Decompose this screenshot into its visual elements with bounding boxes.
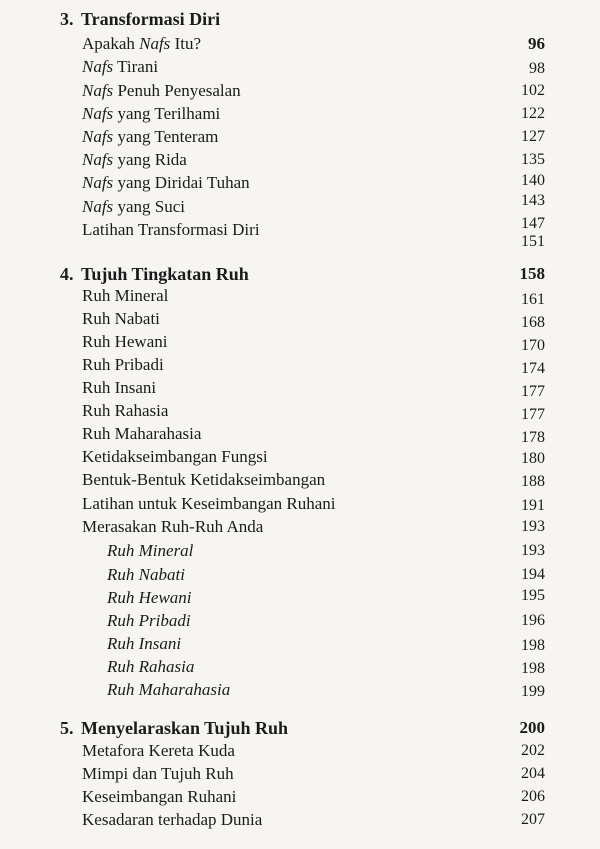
chapter-page: 158 (519, 264, 545, 283)
toc-entry-page: 122 (521, 105, 545, 122)
toc-entry-page: 161 (521, 291, 545, 308)
toc-entry-label: Bentuk-Bentuk Ketidakseimbangan (82, 470, 326, 489)
toc-entry (0, 149, 600, 171)
toc-entry (0, 56, 600, 78)
toc-entry (0, 331, 600, 353)
toc-subentry-page: 193 (521, 542, 545, 559)
toc-entry-label: Ruh Rahasia (82, 401, 169, 420)
toc-entry-label: Ruh Mineral (82, 286, 169, 305)
toc-entry-label: Nafs Penuh Penyesalan (82, 81, 241, 100)
toc-entry-label: Mimpi dan Tujuh Ruh (82, 764, 234, 783)
toc-entry-page: 143 (521, 192, 545, 209)
toc-entry-label: Ruh Nabati (82, 309, 160, 328)
toc-entry-label: Merasakan Ruh-Ruh Anda (82, 517, 264, 536)
toc-entry-label: Ruh Hewani (82, 332, 168, 351)
toc-entry (0, 400, 600, 422)
toc-entry-label: Metafora Kereta Kuda (82, 741, 235, 760)
toc-entry-page: 151 (521, 233, 545, 250)
toc-entry (0, 33, 600, 55)
toc-entry (0, 493, 600, 515)
toc-entry-page: 180 (521, 450, 545, 467)
toc-subentry-label: Ruh Hewani (107, 588, 192, 607)
toc-subentry-page: 196 (521, 612, 545, 629)
toc-entry (0, 233, 600, 259)
toc-entry-page: 191 (521, 497, 545, 514)
toc-entry (0, 126, 600, 148)
toc-entry-label: Kesadaran terhadap Dunia (82, 810, 263, 829)
toc-entry (0, 740, 600, 762)
toc-entry-label: Latihan Transformasi Diri (82, 220, 260, 239)
toc-subentry-page: 194 (521, 566, 545, 583)
toc-entry-page: 177 (521, 383, 545, 400)
toc-subentry-page: 195 (521, 587, 545, 604)
toc-entry-page: 206 (521, 788, 545, 805)
toc-entry (0, 172, 600, 194)
toc-subentry-page: 198 (521, 660, 545, 677)
toc-entry-label: Nafs yang Rida (82, 150, 187, 169)
toc-entry-page: 147 (521, 215, 545, 232)
toc-entry (0, 786, 600, 808)
toc-entry-label: Nafs yang Tenteram (82, 127, 219, 146)
toc-entry (0, 80, 600, 102)
toc-entry-page: 140 (521, 172, 545, 189)
toc-entry-page: 102 (521, 82, 545, 99)
toc-entry-label: Ruh Pribadi (82, 355, 164, 374)
toc-subentry-label: Ruh Mineral (107, 541, 194, 560)
toc-entry (0, 377, 600, 399)
toc-entry-label: Ketidakseimbangan Fungsi (82, 447, 268, 466)
toc-subentry-page: 198 (521, 637, 545, 654)
chapter-title: Transformasi Diri (81, 9, 221, 29)
toc-entry-label: Nafs Tirani (82, 57, 159, 76)
toc-subentry-label: Ruh Nabati (107, 565, 185, 584)
chapter-title: Menyelaraskan Tujuh Ruh (81, 718, 289, 738)
toc-subentry-label: Ruh Insani (107, 634, 182, 653)
toc-entry (0, 285, 600, 307)
toc-subentry-label: Ruh Rahasia (107, 657, 195, 676)
toc-subentry (0, 540, 600, 562)
toc-entry (0, 192, 600, 218)
toc-subentry (0, 656, 600, 678)
toc-subentry-label: Ruh Pribadi (107, 611, 191, 630)
toc-entry-page: 202 (521, 742, 545, 759)
toc-subentry (0, 564, 600, 586)
toc-subentry (0, 610, 600, 632)
toc-entry-page: 174 (521, 360, 545, 377)
chapter-number: 4. (60, 264, 74, 284)
toc-entry-label: Nafs yang Diridai Tuhan (82, 173, 250, 192)
chapter-5-heading (0, 717, 600, 739)
toc-subentry (0, 633, 600, 655)
chapter-title: Tujuh Tingkatan Ruh (81, 264, 249, 284)
toc-entry (0, 469, 600, 491)
toc-subentry-page: 199 (521, 683, 545, 700)
toc-subentry (0, 679, 600, 701)
toc-entry (0, 809, 600, 831)
toc-entry (0, 354, 600, 376)
toc-entry-page: 207 (521, 811, 545, 828)
chapter-3-heading (0, 8, 600, 30)
toc-entry-page: 177 (521, 406, 545, 423)
toc-entry-page: 135 (521, 151, 545, 168)
toc-entry-label: Ruh Insani (82, 378, 157, 397)
toc-entry-page: 98 (529, 60, 545, 77)
toc-entry (0, 103, 600, 125)
toc-subentry-label: Ruh Maharahasia (107, 680, 231, 699)
toc-entry (0, 446, 600, 468)
toc-entry-label: Latihan untuk Keseimbangan Ruhani (82, 494, 336, 513)
toc-entry (0, 308, 600, 330)
toc-entry-label: Ruh Maharahasia (82, 424, 202, 443)
toc-entry-page: 188 (521, 473, 545, 490)
toc-entry-label: Nafs yang Suci (82, 197, 185, 216)
toc-entry-label: Nafs yang Terilhami (82, 104, 221, 123)
chapter-4-heading (0, 263, 600, 285)
toc-entry-page: 178 (521, 429, 545, 446)
toc-entry (0, 516, 600, 538)
toc-entry (0, 763, 600, 785)
toc-entry-label: Keseimbangan Ruhani (82, 787, 237, 806)
toc-entry (0, 423, 600, 445)
toc-entry-page: 96 (528, 34, 545, 53)
chapter-page: 200 (519, 718, 545, 737)
toc-entry-page: 193 (521, 518, 545, 535)
toc-subentry (0, 587, 600, 609)
toc-entry-page: 170 (521, 337, 545, 354)
chapter-number: 3. (60, 9, 74, 29)
chapter-number: 5. (60, 718, 74, 738)
toc-entry-page: 127 (521, 128, 545, 145)
toc-entry-page: 168 (521, 314, 545, 331)
toc-entry-page: 204 (521, 765, 545, 782)
toc-entry-label: Apakah Nafs Itu? (82, 34, 201, 53)
